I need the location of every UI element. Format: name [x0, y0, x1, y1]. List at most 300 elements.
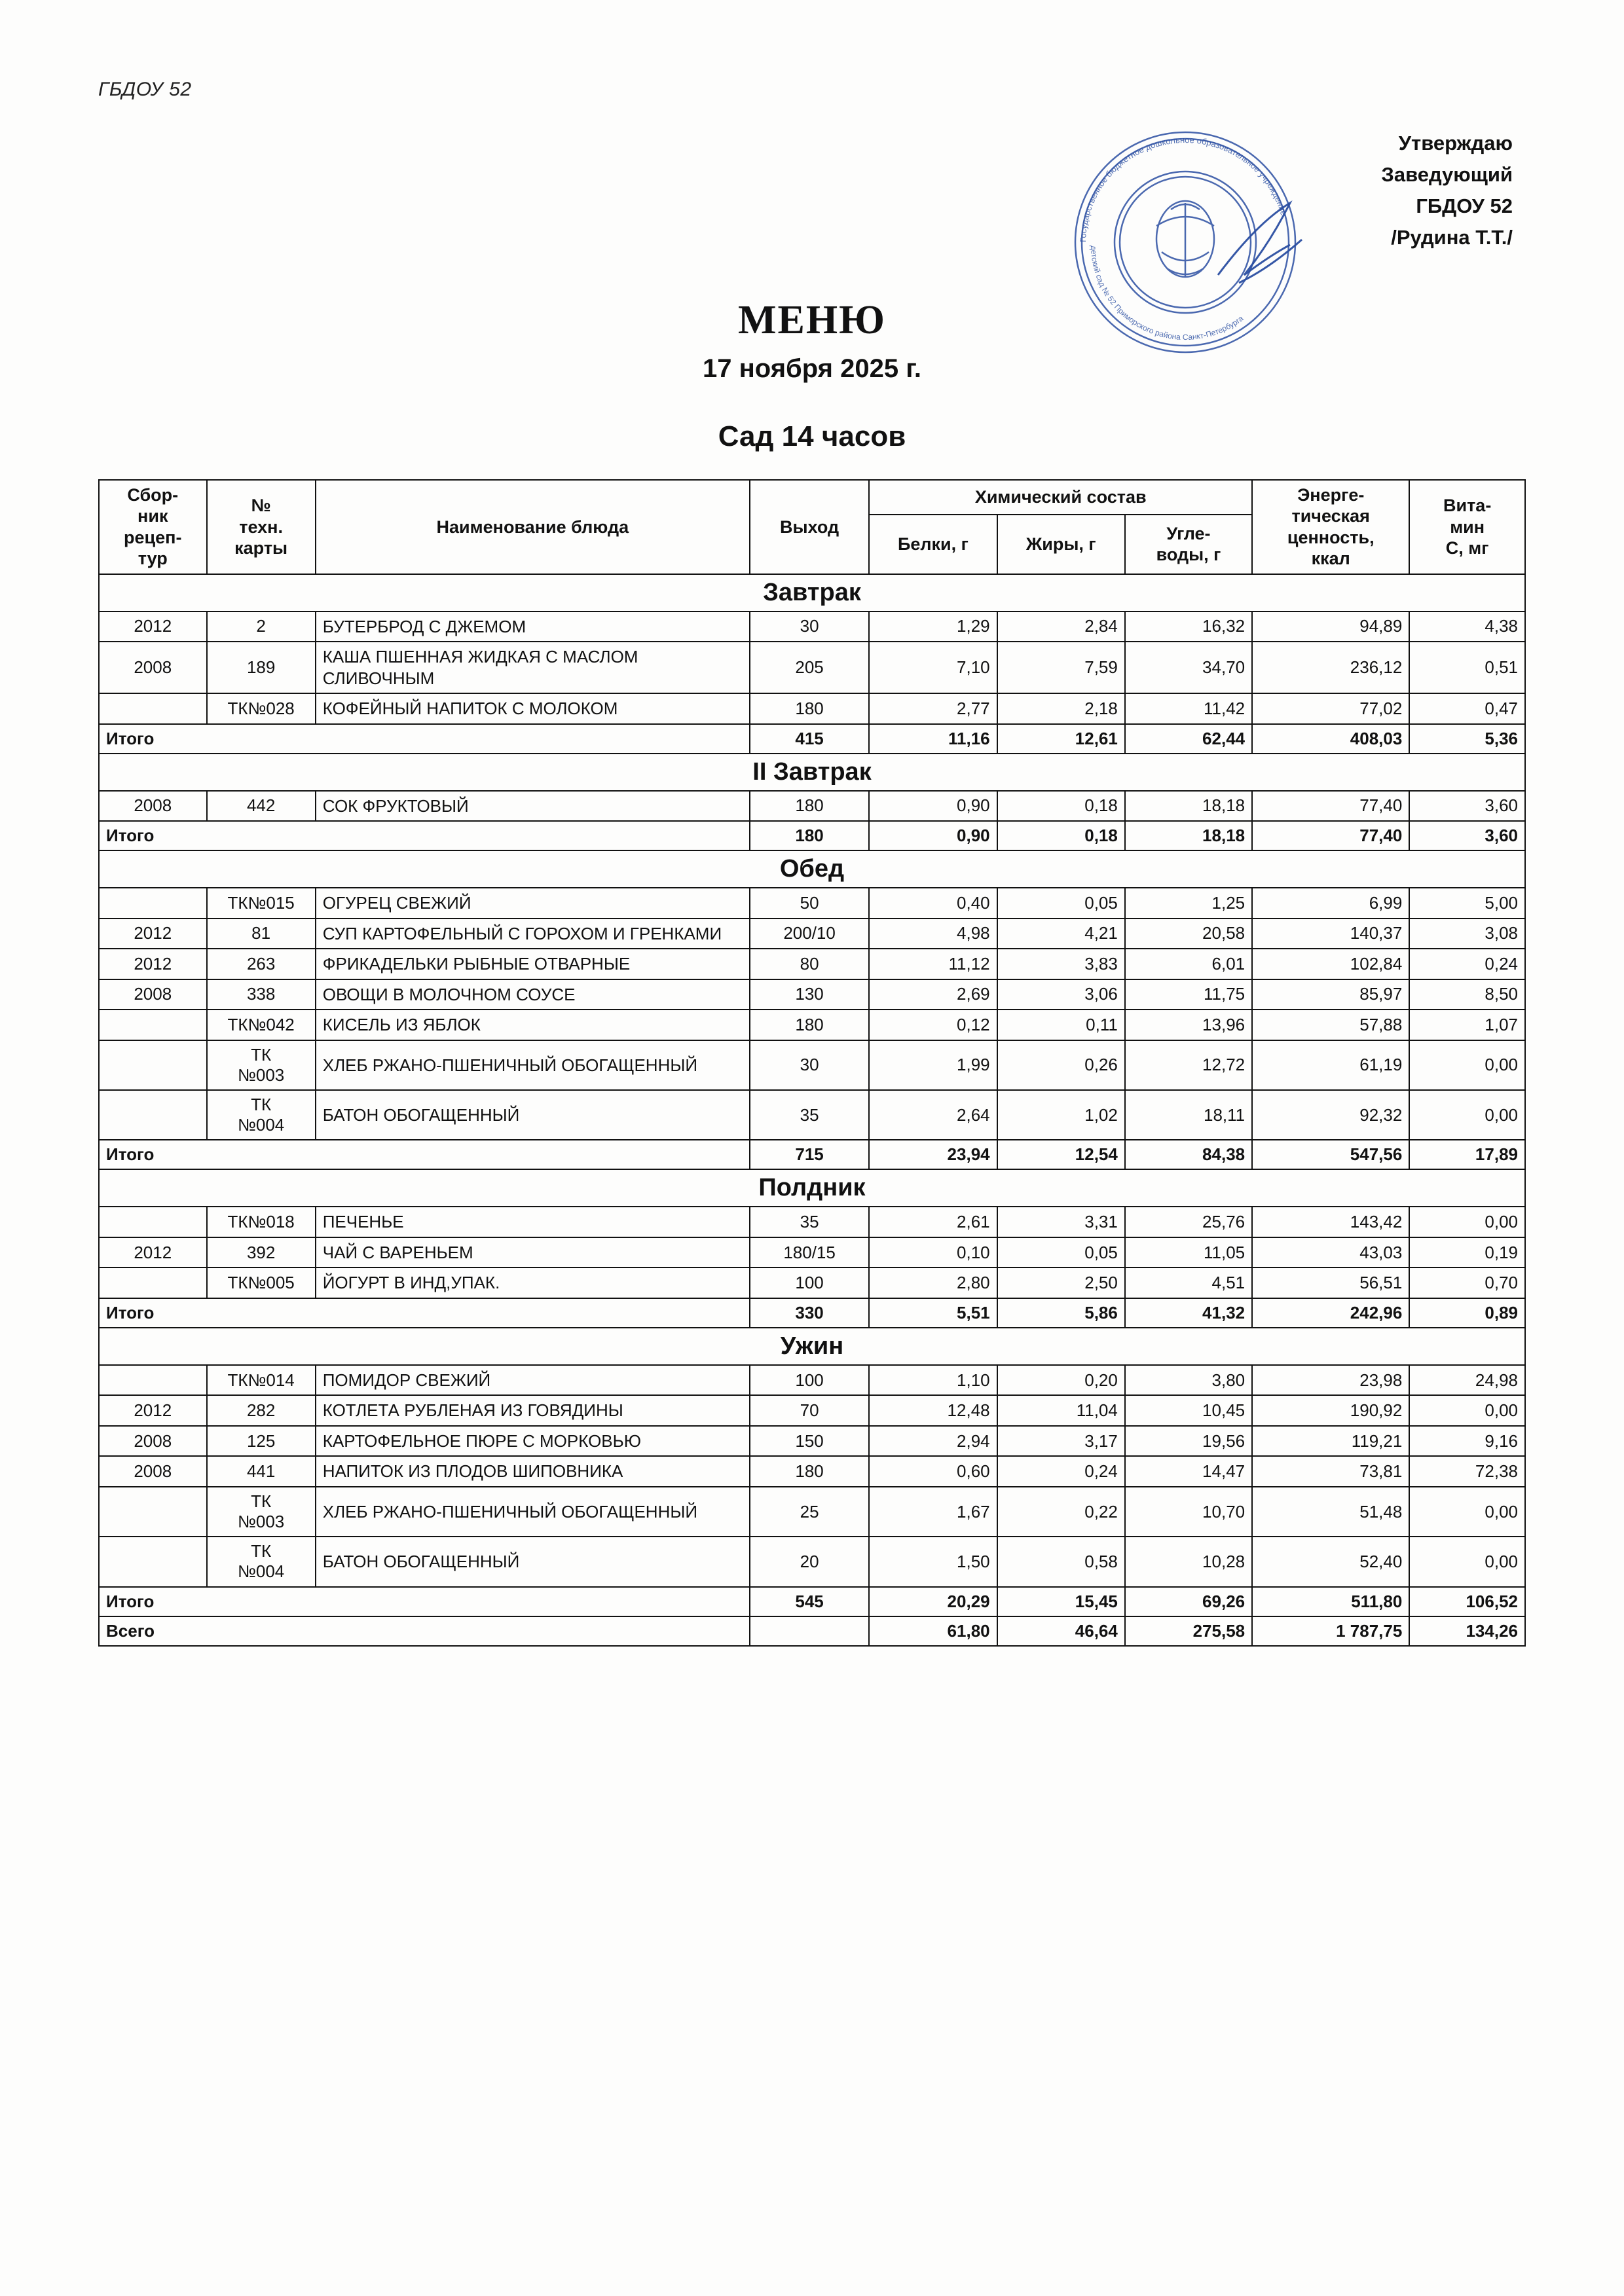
cell-sbornik — [99, 693, 207, 724]
cell-energy: 56,51 — [1252, 1267, 1409, 1298]
total-energy: 408,03 — [1252, 724, 1409, 754]
cell-dish-name: ОГУРЕЦ СВЕЖИЙ — [316, 888, 750, 919]
col-header-card-l2: техн. — [239, 517, 283, 537]
cell-card: ТК№042 — [207, 1010, 316, 1040]
cell-fats: 0,20 — [997, 1365, 1125, 1396]
total-vitamin: 5,36 — [1409, 724, 1525, 754]
cell-fats: 4,21 — [997, 919, 1125, 949]
cell-proteins: 0,12 — [869, 1010, 997, 1040]
cell-carbs: 10,70 — [1125, 1487, 1252, 1537]
cell-vitamin: 0,00 — [1409, 1207, 1525, 1237]
cell-carbs: 6,01 — [1125, 949, 1252, 979]
approve-label: Утверждаю — [1398, 132, 1513, 155]
section-total-row — [99, 724, 1525, 754]
cell-carbs: 34,70 — [1125, 642, 1252, 693]
cell-fats: 0,05 — [997, 888, 1125, 919]
cell-vitamin: 0,00 — [1409, 1040, 1525, 1090]
cell-fats: 11,04 — [997, 1395, 1125, 1426]
grand-total-label: Всего — [99, 1616, 750, 1646]
col-header-carbs-l2: воды, г — [1156, 545, 1221, 565]
total-carbs: 62,44 — [1125, 724, 1252, 754]
cell-dish-name: ХЛЕБ РЖАНО-ПШЕНИЧНЫЙ ОБОГАЩЕННЫЙ — [316, 1040, 750, 1090]
total-fats: 12,61 — [997, 724, 1125, 754]
table-row — [99, 888, 1525, 919]
cell-card: 338 — [207, 979, 316, 1010]
meal-section-header — [99, 1328, 1525, 1365]
section-total-label: Итого — [99, 724, 750, 754]
total-energy: 547,56 — [1252, 1140, 1409, 1169]
total-proteins: 11,16 — [869, 724, 997, 754]
total-proteins: 5,51 — [869, 1298, 997, 1328]
grand-total-vitamin: 134,26 — [1409, 1616, 1525, 1646]
cell-vitamin: 0,24 — [1409, 949, 1525, 979]
total-proteins: 0,90 — [869, 821, 997, 850]
section-total-label: Итого — [99, 1140, 750, 1169]
cell-card-line1: ТК — [251, 1044, 272, 1065]
total-vitamin: 17,89 — [1409, 1140, 1525, 1169]
cell-carbs: 4,51 — [1125, 1267, 1252, 1298]
cell-vitamin: 3,60 — [1409, 791, 1525, 822]
total-vitamin: 3,60 — [1409, 821, 1525, 850]
table-row — [99, 1237, 1525, 1268]
grand-total-fats: 46,64 — [997, 1616, 1125, 1646]
total-fats: 0,18 — [997, 821, 1125, 850]
cell-fats: 0,05 — [997, 1237, 1125, 1268]
cell-dish-name: КАША ПШЕННАЯ ЖИДКАЯ С МАСЛОМ СЛИВОЧНЫМ — [316, 642, 750, 693]
section-total-row — [99, 1140, 1525, 1169]
cell-proteins: 2,64 — [869, 1090, 997, 1140]
col-header-energy-l4: ккал — [1311, 549, 1350, 569]
cell-proteins: 11,12 — [869, 949, 997, 979]
cell-card: ТК№028 — [207, 693, 316, 724]
cell-card: 2 — [207, 611, 316, 642]
cell-fats: 3,17 — [997, 1426, 1125, 1457]
cell-energy: 43,03 — [1252, 1237, 1409, 1268]
cell-card-line1: ТК — [251, 1491, 272, 1511]
col-header-sbornik-l4: тур — [138, 549, 168, 569]
cell-energy: 94,89 — [1252, 611, 1409, 642]
approval-block — [1381, 128, 1513, 253]
cell-output: 25 — [750, 1487, 869, 1537]
section-total-row — [99, 1298, 1525, 1328]
cell-dish-name: КОТЛЕТА РУБЛЕНАЯ ИЗ ГОВЯДИНЫ — [316, 1395, 750, 1426]
total-output: 180 — [750, 821, 869, 850]
meal-section-label: Полдник — [99, 1169, 1525, 1207]
cell-card: ТК№018 — [207, 1207, 316, 1237]
col-header-proteins: Белки, г — [869, 515, 997, 574]
cell-carbs: 12,72 — [1125, 1040, 1252, 1090]
cell-card — [207, 1537, 316, 1586]
cell-energy: 119,21 — [1252, 1426, 1409, 1457]
cell-output: 180/15 — [750, 1237, 869, 1268]
cell-energy: 73,81 — [1252, 1456, 1409, 1487]
cell-fats: 0,26 — [997, 1040, 1125, 1090]
section-total-label: Итого — [99, 1298, 750, 1328]
approve-org: ГБДОУ 52 — [1416, 194, 1513, 218]
cell-dish-name: БУТЕРБРОД С ДЖЕМОМ — [316, 611, 750, 642]
cell-dish-name: ЧАЙ С ВАРЕНЬЕМ — [316, 1237, 750, 1268]
menu-table — [98, 479, 1526, 1647]
cell-fats: 1,02 — [997, 1090, 1125, 1140]
table-row — [99, 1207, 1525, 1237]
cell-card: ТК№015 — [207, 888, 316, 919]
cell-sbornik: 2012 — [99, 949, 207, 979]
cell-energy: 143,42 — [1252, 1207, 1409, 1237]
cell-energy: 140,37 — [1252, 919, 1409, 949]
cell-proteins: 2,69 — [869, 979, 997, 1010]
col-header-vit-l2: мин — [1450, 517, 1485, 537]
cell-proteins: 2,77 — [869, 693, 997, 724]
cell-card: 392 — [207, 1237, 316, 1268]
meal-section-header — [99, 574, 1525, 611]
table-row — [99, 949, 1525, 979]
table-row — [99, 1537, 1525, 1586]
cell-carbs: 25,76 — [1125, 1207, 1252, 1237]
col-header-vitamin — [1409, 480, 1525, 574]
cell-proteins: 7,10 — [869, 642, 997, 693]
cell-sbornik — [99, 1267, 207, 1298]
cell-carbs: 18,11 — [1125, 1090, 1252, 1140]
cell-card: 441 — [207, 1456, 316, 1487]
cell-dish-name: КИСЕЛЬ ИЗ ЯБЛОК — [316, 1010, 750, 1040]
col-header-vit-l1: Вита- — [1443, 496, 1492, 516]
cell-fats: 3,83 — [997, 949, 1125, 979]
cell-vitamin: 0,00 — [1409, 1537, 1525, 1586]
total-output: 415 — [750, 724, 869, 754]
cell-card: ТК№014 — [207, 1365, 316, 1396]
cell-output: 180 — [750, 1010, 869, 1040]
cell-proteins: 0,60 — [869, 1456, 997, 1487]
cell-card — [207, 1040, 316, 1090]
cell-carbs: 1,25 — [1125, 888, 1252, 919]
cell-output: 130 — [750, 979, 869, 1010]
meal-section-label: Обед — [99, 850, 1525, 888]
cell-sbornik: 2012 — [99, 919, 207, 949]
cell-output: 150 — [750, 1426, 869, 1457]
cell-output: 20 — [750, 1537, 869, 1586]
cell-carbs: 16,32 — [1125, 611, 1252, 642]
cell-carbs: 3,80 — [1125, 1365, 1252, 1396]
cell-sbornik — [99, 888, 207, 919]
cell-proteins: 1,67 — [869, 1487, 997, 1537]
total-fats: 12,54 — [997, 1140, 1125, 1169]
cell-energy: 61,19 — [1252, 1040, 1409, 1090]
col-header-sbornik-l1: Сбор- — [127, 485, 179, 505]
cell-card: 442 — [207, 791, 316, 822]
cell-sbornik: 2008 — [99, 791, 207, 822]
total-carbs: 84,38 — [1125, 1140, 1252, 1169]
cell-dish-name: СУП КАРТОФЕЛЬНЫЙ С ГОРОХОМ И ГРЕНКАМИ — [316, 919, 750, 949]
cell-sbornik — [99, 1365, 207, 1396]
total-output: 715 — [750, 1140, 869, 1169]
cell-card: 263 — [207, 949, 316, 979]
grand-total-row — [99, 1616, 1525, 1646]
table-row — [99, 1365, 1525, 1396]
cell-proteins: 0,10 — [869, 1237, 997, 1268]
meal-section-label: Ужин — [99, 1328, 1525, 1365]
svg-text:Государственное бюджетное дошк: Государственное бюджетное дошкольное образовательное учреждение — [1077, 134, 1289, 243]
cell-card — [207, 1090, 316, 1140]
cell-carbs: 14,47 — [1125, 1456, 1252, 1487]
cell-carbs: 20,58 — [1125, 919, 1252, 949]
total-energy: 77,40 — [1252, 821, 1409, 850]
col-header-sbornik — [99, 480, 207, 574]
table-row — [99, 1426, 1525, 1457]
cell-vitamin: 0,00 — [1409, 1395, 1525, 1426]
cell-output: 50 — [750, 888, 869, 919]
cell-proteins: 2,94 — [869, 1426, 997, 1457]
cell-output: 30 — [750, 611, 869, 642]
col-header-sbornik-l2: ник — [138, 506, 168, 526]
approve-person: /Рудина Т.Т./ — [1391, 226, 1513, 249]
cell-fats: 0,18 — [997, 791, 1125, 822]
cell-card: 282 — [207, 1395, 316, 1426]
total-energy: 242,96 — [1252, 1298, 1409, 1328]
cell-dish-name: ФРИКАДЕЛЬКИ РЫБНЫЕ ОТВАРНЫЕ — [316, 949, 750, 979]
total-carbs: 18,18 — [1125, 821, 1252, 850]
cell-dish-name: ЙОГУРТ В ИНД,УПАК. — [316, 1267, 750, 1298]
col-header-energy — [1252, 480, 1409, 574]
cell-fats: 0,24 — [997, 1456, 1125, 1487]
table-row — [99, 1010, 1525, 1040]
cell-sbornik — [99, 1207, 207, 1237]
cell-output: 180 — [750, 1456, 869, 1487]
cell-fats: 0,58 — [997, 1537, 1125, 1586]
cell-vitamin: 3,08 — [1409, 919, 1525, 949]
table-row — [99, 1487, 1525, 1537]
cell-card-line2: №004 — [237, 1561, 285, 1582]
cell-vitamin: 5,00 — [1409, 888, 1525, 919]
table-row — [99, 1456, 1525, 1487]
cell-dish-name: КОФЕЙНЫЙ НАПИТОК С МОЛОКОМ — [316, 693, 750, 724]
cell-vitamin: 72,38 — [1409, 1456, 1525, 1487]
cell-sbornik — [99, 1010, 207, 1040]
cell-vitamin: 0,70 — [1409, 1267, 1525, 1298]
cell-dish-name: ПОМИДОР СВЕЖИЙ — [316, 1365, 750, 1396]
cell-output: 35 — [750, 1090, 869, 1140]
total-vitamin: 106,52 — [1409, 1587, 1525, 1616]
col-header-card-l3: карты — [234, 538, 288, 558]
cell-carbs: 13,96 — [1125, 1010, 1252, 1040]
cell-proteins: 0,40 — [869, 888, 997, 919]
table-row — [99, 1267, 1525, 1298]
cell-sbornik — [99, 1487, 207, 1537]
section-total-label: Итого — [99, 1587, 750, 1616]
cell-card: 81 — [207, 919, 316, 949]
cell-dish-name: БАТОН ОБОГАЩЕННЫЙ — [316, 1090, 750, 1140]
cell-sbornik: 2008 — [99, 979, 207, 1010]
cell-card-line2: №003 — [237, 1065, 285, 1085]
table-row — [99, 979, 1525, 1010]
total-output: 330 — [750, 1298, 869, 1328]
cell-proteins: 1,50 — [869, 1537, 997, 1586]
table-row — [99, 642, 1525, 693]
cell-energy: 77,02 — [1252, 693, 1409, 724]
cell-output: 180 — [750, 791, 869, 822]
col-header-energy-l3: ценность, — [1287, 527, 1375, 547]
total-fats: 15,45 — [997, 1587, 1125, 1616]
total-vitamin: 0,89 — [1409, 1298, 1525, 1328]
cell-dish-name: ХЛЕБ РЖАНО-ПШЕНИЧНЫЙ ОБОГАЩЕННЫЙ — [316, 1487, 750, 1537]
cell-output: 100 — [750, 1267, 869, 1298]
cell-fats: 2,18 — [997, 693, 1125, 724]
col-header-fats: Жиры, г — [997, 515, 1125, 574]
col-header-card-l1: № — [251, 496, 271, 516]
table-row — [99, 1395, 1525, 1426]
meal-section-label: II Завтрак — [99, 754, 1525, 791]
cell-dish-name: БАТОН ОБОГАЩЕННЫЙ — [316, 1537, 750, 1586]
total-fats: 5,86 — [997, 1298, 1125, 1328]
approve-position: Заведующий — [1381, 163, 1513, 187]
cell-energy: 190,92 — [1252, 1395, 1409, 1426]
cell-output: 180 — [750, 693, 869, 724]
cell-proteins: 2,80 — [869, 1267, 997, 1298]
cell-output: 30 — [750, 1040, 869, 1090]
meal-section-header — [99, 850, 1525, 888]
table-row — [99, 611, 1525, 642]
cell-energy: 85,97 — [1252, 979, 1409, 1010]
table-header — [99, 480, 1525, 574]
cell-dish-name: ОВОЩИ В МОЛОЧНОМ СОУСЕ — [316, 979, 750, 1010]
cell-fats: 7,59 — [997, 642, 1125, 693]
cell-dish-name: ПЕЧЕНЬЕ — [316, 1207, 750, 1237]
cell-card: 189 — [207, 642, 316, 693]
section-total-row — [99, 821, 1525, 850]
cell-carbs: 10,28 — [1125, 1537, 1252, 1586]
cell-vitamin: 4,38 — [1409, 611, 1525, 642]
cell-vitamin: 0,00 — [1409, 1090, 1525, 1140]
cell-proteins: 2,61 — [869, 1207, 997, 1237]
cell-vitamin: 9,16 — [1409, 1426, 1525, 1457]
cell-card: ТК№005 — [207, 1267, 316, 1298]
cell-vitamin: 8,50 — [1409, 979, 1525, 1010]
cell-fats: 2,84 — [997, 611, 1125, 642]
col-header-energy-l1: Энерге- — [1297, 485, 1365, 505]
cell-proteins: 1,29 — [869, 611, 997, 642]
cell-energy: 77,40 — [1252, 791, 1409, 822]
cell-card-line1: ТК — [251, 1541, 272, 1561]
total-proteins: 20,29 — [869, 1587, 997, 1616]
document-title: МЕНЮ — [738, 298, 886, 342]
cell-carbs: 18,18 — [1125, 791, 1252, 822]
cell-energy: 236,12 — [1252, 642, 1409, 693]
cell-output: 70 — [750, 1395, 869, 1426]
cell-carbs: 10,45 — [1125, 1395, 1252, 1426]
col-header-vit-l3: С, мг — [1445, 538, 1489, 558]
cell-energy: 92,32 — [1252, 1090, 1409, 1140]
meal-section-header — [99, 754, 1525, 791]
document-date: 17 ноября 2025 г. — [703, 354, 921, 383]
meal-section-header — [99, 1169, 1525, 1207]
cell-vitamin: 0,19 — [1409, 1237, 1525, 1268]
cell-sbornik — [99, 1090, 207, 1140]
cell-proteins: 1,10 — [869, 1365, 997, 1396]
cell-dish-name: СОК ФРУКТОВЫЙ — [316, 791, 750, 822]
cell-energy: 23,98 — [1252, 1365, 1409, 1396]
total-carbs: 41,32 — [1125, 1298, 1252, 1328]
total-energy: 511,80 — [1252, 1587, 1409, 1616]
total-output: 545 — [750, 1587, 869, 1616]
cell-carbs: 11,42 — [1125, 693, 1252, 724]
cell-proteins: 4,98 — [869, 919, 997, 949]
cell-card — [207, 1487, 316, 1537]
cell-proteins: 1,99 — [869, 1040, 997, 1090]
table-body — [99, 574, 1525, 1646]
cell-vitamin: 0,47 — [1409, 693, 1525, 724]
cell-carbs: 11,05 — [1125, 1237, 1252, 1268]
table-row — [99, 919, 1525, 949]
col-header-energy-l2: тическая — [1291, 506, 1370, 526]
cell-carbs: 19,56 — [1125, 1426, 1252, 1457]
cell-fats: 0,11 — [997, 1010, 1125, 1040]
cell-card-line2: №003 — [237, 1512, 285, 1531]
cell-vitamin: 0,51 — [1409, 642, 1525, 693]
svg-text:детский сад № 52 Приморского р: детский сад № 52 Приморского района Санкт-Петербурга — [1088, 245, 1246, 342]
col-header-chem: Химический состав — [869, 480, 1252, 515]
cell-card: 125 — [207, 1426, 316, 1457]
cell-energy: 57,88 — [1252, 1010, 1409, 1040]
section-total-row — [99, 1587, 1525, 1616]
col-header-carbs-l1: Угле- — [1166, 523, 1211, 543]
cell-output: 80 — [750, 949, 869, 979]
cell-fats: 3,31 — [997, 1207, 1125, 1237]
meal-section-label: Завтрак — [99, 574, 1525, 611]
cell-sbornik: 2012 — [99, 1395, 207, 1426]
grand-total-energy: 1 787,75 — [1252, 1616, 1409, 1646]
cell-proteins: 12,48 — [869, 1395, 997, 1426]
cell-vitamin: 1,07 — [1409, 1010, 1525, 1040]
col-header-name: Наименование блюда — [316, 480, 750, 574]
col-header-output: Выход — [750, 480, 869, 574]
section-total-label: Итого — [99, 821, 750, 850]
cell-energy: 6,99 — [1252, 888, 1409, 919]
cell-fats: 0,22 — [997, 1487, 1125, 1537]
title-block — [98, 297, 1526, 453]
cell-output: 200/10 — [750, 919, 869, 949]
cell-carbs: 11,75 — [1125, 979, 1252, 1010]
cell-sbornik: 2008 — [99, 642, 207, 693]
grand-total-output — [750, 1616, 869, 1646]
cell-dish-name: НАПИТОК ИЗ ПЛОДОВ ШИПОВНИКА — [316, 1456, 750, 1487]
cell-proteins: 0,90 — [869, 791, 997, 822]
col-header-carbs — [1125, 515, 1252, 574]
cell-sbornik — [99, 1040, 207, 1090]
total-carbs: 69,26 — [1125, 1587, 1252, 1616]
cell-sbornik: 2008 — [99, 1426, 207, 1457]
org-tag: ГБДОУ 52 — [98, 79, 192, 100]
cell-output: 35 — [750, 1207, 869, 1237]
cell-sbornik: 2012 — [99, 1237, 207, 1268]
cell-energy: 51,48 — [1252, 1487, 1409, 1537]
col-header-card — [207, 480, 316, 574]
cell-sbornik: 2008 — [99, 1456, 207, 1487]
cell-card-line2: №004 — [237, 1115, 285, 1135]
cell-fats: 3,06 — [997, 979, 1125, 1010]
cell-sbornik — [99, 1537, 207, 1586]
cell-energy: 52,40 — [1252, 1537, 1409, 1586]
table-row — [99, 1090, 1525, 1140]
total-proteins: 23,94 — [869, 1140, 997, 1169]
cell-vitamin: 0,00 — [1409, 1487, 1525, 1537]
grand-total-carbs: 275,58 — [1125, 1616, 1252, 1646]
cell-dish-name: КАРТОФЕЛЬНОЕ ПЮРЕ С МОРКОВЬЮ — [316, 1426, 750, 1457]
col-header-sbornik-l3: рецеп- — [124, 527, 182, 547]
cell-energy: 102,84 — [1252, 949, 1409, 979]
cell-output: 205 — [750, 642, 869, 693]
cell-card-line1: ТК — [251, 1094, 272, 1114]
cell-fats: 2,50 — [997, 1267, 1125, 1298]
table-row — [99, 693, 1525, 724]
